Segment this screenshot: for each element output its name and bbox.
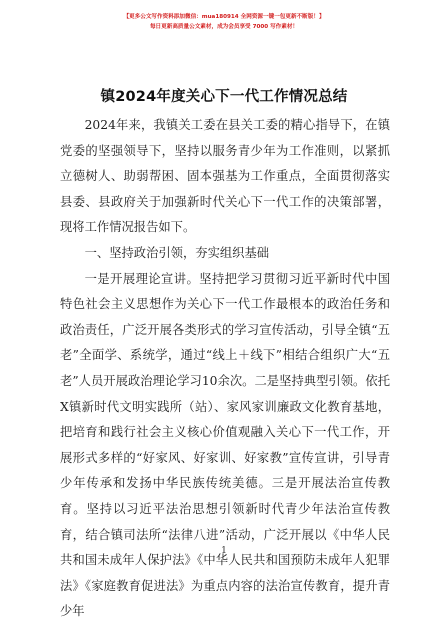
promo-banner-line-2: 每日更新高质量公文素材，成为会员享受 7000 写作素材！	[149, 24, 299, 30]
section-heading-1: 一、坚持政治引领，夯实组织基础	[84, 245, 270, 260]
document-title: 镇2024年度关心下一代工作情况总结	[100, 89, 348, 105]
promo-banner-line-1: 【更多公文写作资料添加微信：mua180914 全网资源一键一包更新不断版！】	[123, 14, 325, 20]
intro-paragraph: 2024年来，我镇关工委在县关工委的精心指导下，在镇党委的坚强领导下，坚持以服务青少年为工作准则，以紧抓立德树人、助弱帮困、固本强基为工作重点，全面贯彻落实县委、县政府关于加强新时代关心下一代工作的决策部署，现将工作情况报告如下。	[60, 118, 390, 235]
promo-banner	[0, 12, 448, 32]
page-number: 1	[221, 546, 227, 556]
body-paragraph: 一是开展理论宣讲。坚持把学习贯彻习近平新时代中国特色社会主义思想作为关心下一代工作最根本的政治任务和政治责任，广泛开展各类形式的学习宣传活动，引导全镇“五老”全面学、系统学，通过“线上＋线下”相结合组织广大“五老”人员开展政治理论学习10余次。二是坚持典型引领。依托X镇新时代文明实践所（站）、家风家训廉政文化教育基地，把培育和践行社会主义核心价值观融入关心下一代工作，开展形式多样的“好家风、好家训、好家教”宣传宣讲，引导青少年传承和发扬中华民族传统美德。三是开展法治宣传教育。坚持以习近平法治思想引领新时代青少年法治宣传教育，结合镇司法所“法律八进”活动，广泛开展以《中华人民共和国未成年人保护法》《中华人民共和国预防未成年人犯罪法》《家庭教育促进法》为重点内容的法治宣传教育，提升青少年	[60, 271, 390, 619]
